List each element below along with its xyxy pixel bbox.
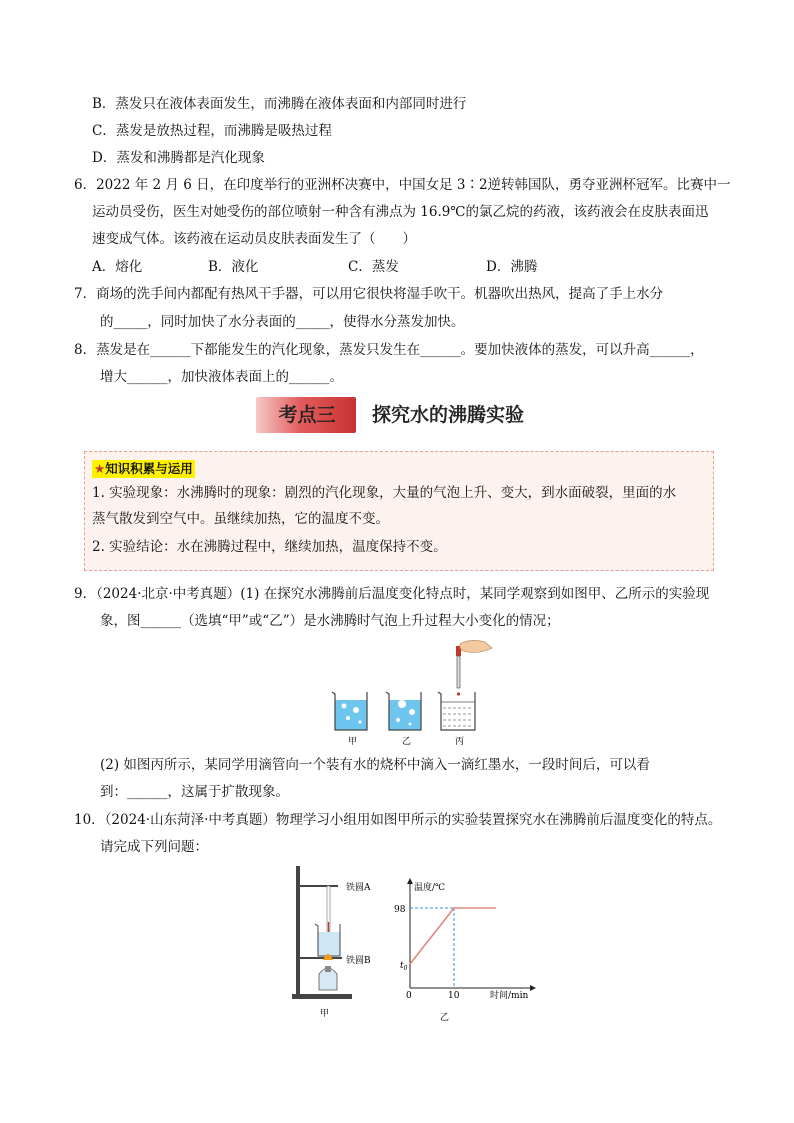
x-tick-10: 10 bbox=[448, 991, 460, 1001]
q7-line1: 7．商场的洗手间内都配有热风干手器，可以用它很快将湿手吹干。机器吹出热风，提高了手上水分 bbox=[74, 286, 664, 302]
x-axis-label: 时间/min bbox=[490, 991, 529, 1001]
q10-temperature-graph bbox=[392, 874, 542, 1024]
q6-line2: 运动员受伤，医生对她受伤的部位喷射一种含有沸点为 16.9℃的氯乙烷的药液，该药液会在皮肤表面迅 bbox=[92, 204, 709, 220]
ring-a-label: 铁圆A bbox=[346, 883, 371, 893]
q8-line1: 8．蒸发是在______下都能发生的汽化现象，蒸发只发生在______。要加快液体的蒸发，可以升高______， bbox=[74, 342, 704, 358]
q5-option-b: B．蒸发只在液体表面发生，而沸腾在液体表面和内部同时进行 bbox=[92, 96, 467, 112]
origin-label: 0 bbox=[406, 991, 412, 1001]
q9-part2-line1: (2) 如图丙所示，某同学用滴管向一个装有水的烧杯中滴入一滴红墨水，一段时间后，可以看 bbox=[100, 757, 650, 773]
q10-line2: 请完成下列问题： bbox=[100, 839, 208, 855]
q5-option-c: C．蒸发是放热过程，而沸腾是吸热过程 bbox=[92, 123, 332, 139]
q9-part2-line2: 到：______，这属于扩散现象。 bbox=[100, 784, 289, 800]
q5-option-d: D．蒸发和沸腾都是汽化现象 bbox=[92, 150, 265, 166]
q9-figure bbox=[320, 636, 500, 748]
beaker-bing bbox=[438, 692, 475, 730]
section-title: 探究水的沸腾实验 bbox=[372, 404, 525, 426]
q10-apparatus-figure bbox=[286, 862, 386, 1022]
dropper-icon bbox=[456, 646, 461, 696]
q10-line1: 10．（2024·山东菏泽·中考真题）物理学习小组用如图甲所示的实验装置探究水在沸腾前后温度变化的特点。 bbox=[74, 812, 722, 828]
q8-line2: 增大______，加快液体表面上的______。 bbox=[100, 369, 343, 385]
q6-option-b: B．液化 bbox=[208, 259, 259, 275]
q9-line2: 象，图______（选填“甲”或“乙”）是水沸腾时气泡上升过程大小变化的情况； bbox=[100, 613, 560, 629]
star-icon: ★ bbox=[94, 461, 106, 476]
fig-label-yi: 乙 bbox=[402, 737, 412, 747]
fig-label-yi: 乙 bbox=[440, 1013, 450, 1023]
q6-line1: 6．2022 年 2 月 6 日，在印度举行的亚洲杯决赛中，中国女足 3∶2逆转韩国队，勇夺亚洲杯冠军。比赛中一 bbox=[74, 177, 731, 193]
ring-b-label: 铁圆B bbox=[346, 956, 371, 966]
fig-label-jia: 甲 bbox=[348, 737, 358, 747]
section-number: 考点三 bbox=[278, 404, 336, 426]
q6-line3: 速变成气体。该药液在运动员皮肤表面发生了（ ） bbox=[92, 231, 416, 247]
knowledge-title: ★知识积累与运用 bbox=[94, 461, 193, 476]
y-axis-label: 温度/℃ bbox=[414, 883, 446, 893]
q6-option-a: A．熔化 bbox=[92, 259, 143, 275]
beaker-yi bbox=[386, 692, 421, 730]
y-tick-98: 98 bbox=[394, 905, 406, 915]
q9-line1: 9．（2024·北京·中考真题）(1) 在探究水沸腾前后温度变化特点时，某同学观察到如图甲、乙所示的实验现 bbox=[74, 586, 710, 602]
hand-icon bbox=[460, 640, 492, 652]
fig-label-jia: 甲 bbox=[320, 1009, 330, 1019]
y-start-label: $t_0$ bbox=[400, 961, 408, 972]
knowledge-line2: 蒸气散发到空气中。虽继续加热，它的温度不变。 bbox=[92, 511, 389, 527]
knowledge-line1: 1. 实验现象：水沸腾时的现象：剧烈的汽化现象，大量的气泡上升、变大，到水面破裂，里面的水 bbox=[92, 485, 677, 501]
q6-option-d: D．沸腾 bbox=[486, 259, 538, 275]
q7-line2: 的_____，同时加快了水分表面的_____，使得水分蒸发加快。 bbox=[100, 314, 465, 330]
fig-label-bing: 丙 bbox=[455, 737, 465, 747]
beaker-jia bbox=[332, 692, 367, 730]
temperature-curve bbox=[410, 908, 496, 964]
q6-option-c: C．蒸发 bbox=[348, 259, 399, 275]
knowledge-line3: 2. 实验结论：水在沸腾过程中，继续加热，温度保持不变。 bbox=[92, 539, 447, 555]
